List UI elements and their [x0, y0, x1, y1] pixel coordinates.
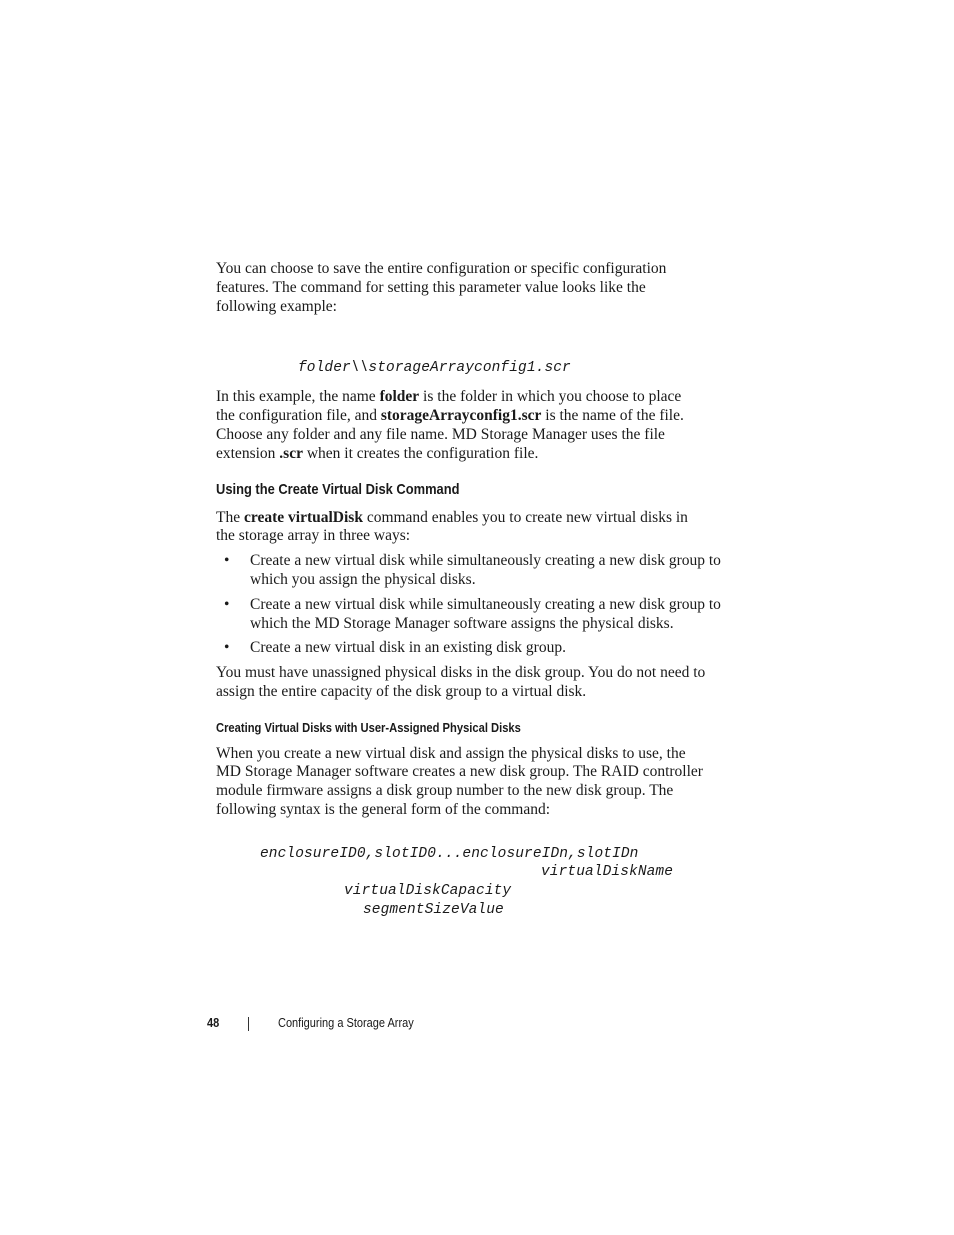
example-text: when it creates the configuration file. — [302, 445, 539, 462]
section-intro-line-1 — [216, 508, 688, 527]
syntax-segment-size: segmentSizeValue — [363, 902, 504, 918]
example-line-2 — [216, 406, 684, 425]
subheading: Creating Virtual Disks with User-Assigned Physical Disks — [216, 720, 521, 735]
bullet-2-line-2: which the MD Storage Manager software assigns the physical disks. — [250, 615, 674, 632]
when-create-line-4: following syntax is the general form of the command: — [216, 801, 551, 818]
must-have-line-1: You must have unassigned physical disks in the disk group. You do not need to — [216, 664, 706, 681]
example-line-1 — [216, 387, 681, 406]
example-line-3: Choose any folder and any file name. MD Storage Manager uses the file — [216, 426, 665, 443]
section-intro-line-2: the storage array in three ways: — [216, 527, 411, 544]
bullet-marker: • — [224, 639, 230, 656]
example-line-4 — [216, 444, 538, 463]
example-text: extension — [216, 445, 280, 462]
code-example-path: folder\\storageArrayconfig1.scr — [298, 360, 571, 376]
footer-divider — [248, 1017, 249, 1031]
intro-line-3: following example: — [216, 298, 337, 315]
when-create-line-3: module firmware assigns a disk group number to the new disk group. The — [216, 782, 674, 799]
intro-line-2: features. The command for setting this parameter value looks like the — [216, 279, 646, 296]
bullet-1-line-2: which you assign the physical disks. — [250, 571, 476, 588]
section-heading: Using the Create Virtual Disk Command — [216, 481, 460, 498]
example-text: the configuration file, and — [216, 407, 381, 424]
bullet-marker: • — [224, 596, 230, 613]
bullet-3-line-1: Create a new virtual disk in an existing disk group. — [250, 639, 566, 656]
page-number: 48 — [207, 1016, 220, 1030]
example-text: In this example, the name — [216, 388, 380, 405]
section-intro-bold-command: create virtualDisk — [243, 509, 363, 526]
syntax-enclosure-slot: enclosureID0,slotID0...enclosureIDn,slotIDn — [260, 846, 639, 862]
example-bold-folder: folder — [379, 388, 420, 405]
bullet-2-line-1: Create a new virtual disk while simultaneously creating a new disk group to — [250, 596, 721, 613]
example-text: is the folder in which you choose to place — [419, 388, 682, 405]
bullet-1-line-1: Create a new virtual disk while simultaneously creating a new disk group to — [250, 552, 721, 569]
when-create-line-1: When you create a new virtual disk and assign the physical disks to use, the — [216, 745, 686, 762]
example-bold-filename: storageArrayconfig1.scr — [380, 407, 542, 424]
when-create-line-2: MD Storage Manager software creates a new disk group. The RAID controller — [216, 763, 703, 780]
must-have-line-2: assign the entire capacity of the disk group to a virtual disk. — [216, 683, 587, 700]
bullet-marker: • — [224, 552, 230, 569]
syntax-virtual-disk-name: virtualDiskName — [541, 864, 674, 880]
intro-line-1: You can choose to save the entire configuration or specific configuration — [216, 260, 667, 277]
example-text: is the name of the file. — [541, 407, 684, 424]
section-intro-text: The — [216, 509, 244, 526]
syntax-virtual-disk-capacity: virtualDiskCapacity — [344, 883, 512, 899]
example-bold-extension: .scr — [279, 445, 303, 462]
section-intro-text: command enables you to create new virtual disks in — [362, 509, 688, 526]
footer-title: Configuring a Storage Array — [278, 1016, 414, 1030]
